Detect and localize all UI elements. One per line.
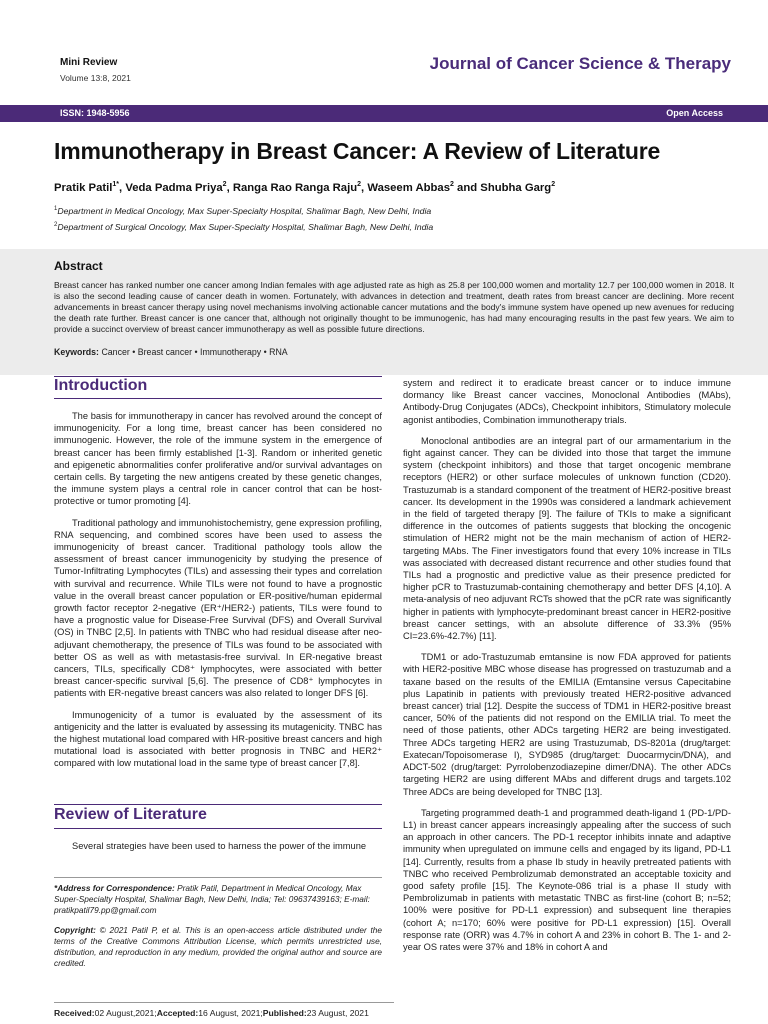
introduction-body xyxy=(54,410,382,779)
affiliation-text: Department of Surgical Oncology, Max Super-Specialty Hospital, Shalimar Bagh, New Delhi, India xyxy=(57,222,434,232)
affiliation-sup: 1 xyxy=(54,206,58,213)
footnote-rule xyxy=(54,877,382,878)
author: Pratik Patil xyxy=(54,181,113,194)
introduction-heading: Introduction xyxy=(54,377,148,394)
affiliation xyxy=(54,206,734,216)
dates-rule xyxy=(54,1002,394,1003)
abstract-heading: Abstract xyxy=(54,259,103,273)
affiliation xyxy=(54,222,734,232)
article-type: Mini Review xyxy=(60,57,118,68)
copyright-note xyxy=(54,925,382,969)
author: Shubha Garg xyxy=(480,181,552,194)
keywords-text: Cancer • Breast cancer • Immunotherapy • RNA xyxy=(101,347,288,357)
paragraph: Immunogenicity of a tumor is evaluated by the assessment of its antigenicity and the latter is evaluated by assessing its mutagenicity. TNBC has the highest mutational load compared with HR-positive breast cancers and high mutational load is associated with better prognosis in TNBC and HER2⁺ compared with low mutational load in the same type of breast cancer [7,8]. xyxy=(54,709,382,769)
paragraph: TDM1 or ado-Trastuzumab emtansine is now FDA approved for patients with HER2-positive MBC whose disease has progressed on trastuzumab and a taxane based on the results of the EMILIA (Emtansine versus Capecitabine plus Lapatinib in patients with previously treated HER2-positive advanced breast cancer) trial [12]. Despite the success of TDM1 in HER2-positive breast cancer, 50% of the patients did not respond on the EMILIA trial. To meet the need of those patients, other ADCs targeting HER2 are being investigated. Three ADCs targeting HER2 are using Trastuzumab, DS-8201a (drug/target: Exatecan/Topoisomerase I), SYD985 (drug/target: Duocarmycin/DNA), and ADCT-502 (drug/target: Pyrrolobenzodiazepine dimer/DNA). The other ADCs targeting HER2 are using different MAbs and different drugs and targets.102 Three ADCs are being developed for TNBC [13]. xyxy=(403,652,731,797)
journal-name: Journal of Cancer Science & Therapy xyxy=(429,54,731,73)
author-sup: 1* xyxy=(112,181,120,188)
author-sep: , xyxy=(226,181,233,194)
paragraph: Monoclonal antibodies are an integral part of our armamentarium in the fight against cancer. They can be divided into those that target the immune system (checkpoint inhibitors) and those that target oncogenic membrane receptors (HER2) or other surface molecules of unknown function (CD20). Trastuzumab is a standard component of the treatment of HER2-positive breast cancer. Its development in the 1990s was considered a landmark achievement in the field of targeted therapy [9]. The failure of TKIs to make a significant difference in the outcomes of patients suggests that blocking the oncogenic stimulation of HER2 might not be the main mechanism of action of HER2-targeting MAbs. The Finer investigators found that every 10% increase in TILs was associated with decreased distant recurrence and other studies found that TILs had a prognostic and predictive value as their presence predicted for higher pCR to Trastuzumab-containing chemotherapy and better DFS [4,10]. A meta-analysis of neo adjuvant RCTs showed that the pCR rate was significantly higher in patients with lymphocyte-predominant breast cancer in HER2-positive breast cancer settings, with an absolute difference of 33.3% (95% CI=23.6%-42.7%) [11]. xyxy=(403,435,731,642)
correspondence-text: Pratik Patil, Department in Medical Oncology, Max Super-Specialty Hospital, Shalimar Bagh, New Delhi, India; Tel: 09637439163; E-mail: pratikpatil79.pp@gmail.com xyxy=(54,883,370,915)
author-sep: and xyxy=(453,181,481,194)
received-label: Received: xyxy=(54,1008,95,1018)
open-access-label: Open Access xyxy=(666,108,723,118)
paragraph: Traditional pathology and immunohistochemistry, gene expression profiling, RNA sequencing, and combined scores have been used to assess the immunogenicity of breast cancer. Traditional pathology tools allow the assessment of breast cancer immunogenicity by studying the presence of Tumor-Infiltrating Lymphocytes (TILs) and assessing their types and correlation with survival and recurrence. While TILs were not found to have a prognostic value in the overall breast cancer population or ER-positive/human epidermal growth factor receptor 2-negative (ER⁺/HER2-) patients, TILs were found to have a prognostic value for Disease-Free Survival (DFS) and Overall Survival (OS) in TNBC [2,5]. In patients with TNBC who had residual disease after neo-adjuvant chemotherapy, the presence of TILs was found to be associated with better OS as well as with metastasis-free survival. In ER-negative breast cancers, TILs, specifically CD8⁺ lymphocytes, were associated with better breast cancer-specific survival [5,6]. The presence of CD8⁺ lymphocytes in patients with ER-negative breast cancers was also related to longer DFS [6]. xyxy=(54,517,382,699)
issn-bar xyxy=(0,105,768,122)
author: Veda Padma Priya xyxy=(125,181,223,194)
received-date: 02 August,2021; xyxy=(94,1008,157,1018)
keywords xyxy=(54,347,734,357)
affiliation-sup: 2 xyxy=(54,222,58,229)
paragraph: The basis for immunotherapy in cancer has revolved around the concept of immunogenicity. For a long time, breast cancer has been considered no immunogenic. However, the role of the immune system in the emergence of breast cancer has been firmly established [1-3]. Random or inherited genetic and epigenetic abnormalities confer proliferative and/or survival advantages on certain cells. By targeting the new antigens created by these genetic changes, the immune system plays a central role in cancer control that can be host-protective or tumor promoting [4]. xyxy=(54,411,382,507)
paragraph: system and redirect it to eradicate breast cancer or to induce immune dormancy like Breast cancer vaccines, Monoclonal Antibodies (MAbs), Antibody-Drug Conjugates (ADCs), Checkpoint inhibitors, Stimulatory molecule agonist antibodies, Combination immunotherapy trials. xyxy=(403,378,731,425)
accepted-date: 16 August, 2021; xyxy=(198,1008,263,1018)
section-rule xyxy=(54,828,382,829)
published-date: 23 August, 2021 xyxy=(306,1008,369,1018)
paragraph: Targeting programmed death-1 and programmed death-ligand 1 (PD-1/PD-L1) in breast cancer appears increasingly appealing after the success of such an approach in other cancers. The PD-1 receptor inhibits innate and adaptive immunity when upregulated on immune cells and engaged by its ligand, PD-L1 [14]. Currently, results from a phase Ib study in heavily pretreated patients with TNBC who received Pembrolizumab demonstrated an acceptable toxicity and good safety profile [15]. The Keynote-086 trial is a phase II study with Pembrolizumab in patients with metastatic TNBC as first-line (cohort B; n=52; 100% were positive for PD-L1 expression) and subsequent line therapies (cohort A; n=170; 60% were positive for PD-L1 expression) [15]. Overall response rate (ORR) was 4.7% in cohort A and 23% in cohort B. The 1- and 2-year OS rates were 37% and 18% in cohort A and xyxy=(403,807,731,952)
abstract-text: Breast cancer has ranked number one cancer among Indian females with age adjusted rate as high as 25.8 per 100,000 women and mortality 12.7 per 100,000 women in 2018. It is also the second leading cause of cancer death in women. Fortunately, with advances in detection and treatment, death rates from breast cancer are declining. More recent advancements in breast cancer therapy using novel mechanisms involving actionable cancer mutations and the body's immune system have opened up new avenues for reducing the death rate further. Breast cancer is one cancer that, although not originally thought to be immunogenic, has had many encouraging results in the past few years. We aim to provide a succinct overview of breast cancer immunotherapy as well as possible future directions. xyxy=(54,280,734,334)
copyright-text: © 2021 Patil P, et al. This is an open-access article distributed under the terms of the Creative Commons Attribution License, which permits unrestricted use, distribution, and reproduction in any medium, provided the original author and source are credited. xyxy=(54,925,382,968)
publication-dates xyxy=(54,1008,394,1018)
author-sup: 2 xyxy=(450,181,454,188)
paragraph: Several strategies have been used to harness the power of the immune xyxy=(72,841,367,851)
accepted-label: Accepted: xyxy=(156,1008,199,1018)
keywords-label: Keywords: xyxy=(54,347,99,357)
author: Ranga Rao Ranga Raju xyxy=(232,181,358,194)
correspondence-label: *Address for Correspondence: xyxy=(54,883,175,893)
author-sep: , xyxy=(361,181,368,194)
article-title: Immunotherapy in Breast Cancer: A Review of Literature xyxy=(54,138,661,164)
author-sup: 2 xyxy=(551,181,556,188)
issn-label: ISSN: 1948-5956 xyxy=(60,108,130,118)
right-column-body xyxy=(403,377,731,962)
section-rule xyxy=(54,804,382,805)
author-sup: 2 xyxy=(357,181,362,188)
copyright-label: Copyright: xyxy=(54,925,96,935)
author-list xyxy=(54,181,734,194)
correspondence-note xyxy=(54,883,382,916)
review-body xyxy=(54,840,382,861)
volume-info: Volume 13:8, 2021 xyxy=(60,73,131,83)
affiliation-text: Department in Medical Oncology, Max Super-Specialty Hospital, Shalimar Bagh, New Delhi, India xyxy=(57,206,432,216)
section-rule xyxy=(54,398,382,399)
author-sep: , xyxy=(119,181,126,194)
published-label: Published: xyxy=(262,1008,307,1018)
author: Waseem Abbas xyxy=(367,181,450,194)
author-sup: 2 xyxy=(222,181,227,188)
review-heading: Review of Literature xyxy=(54,806,207,823)
